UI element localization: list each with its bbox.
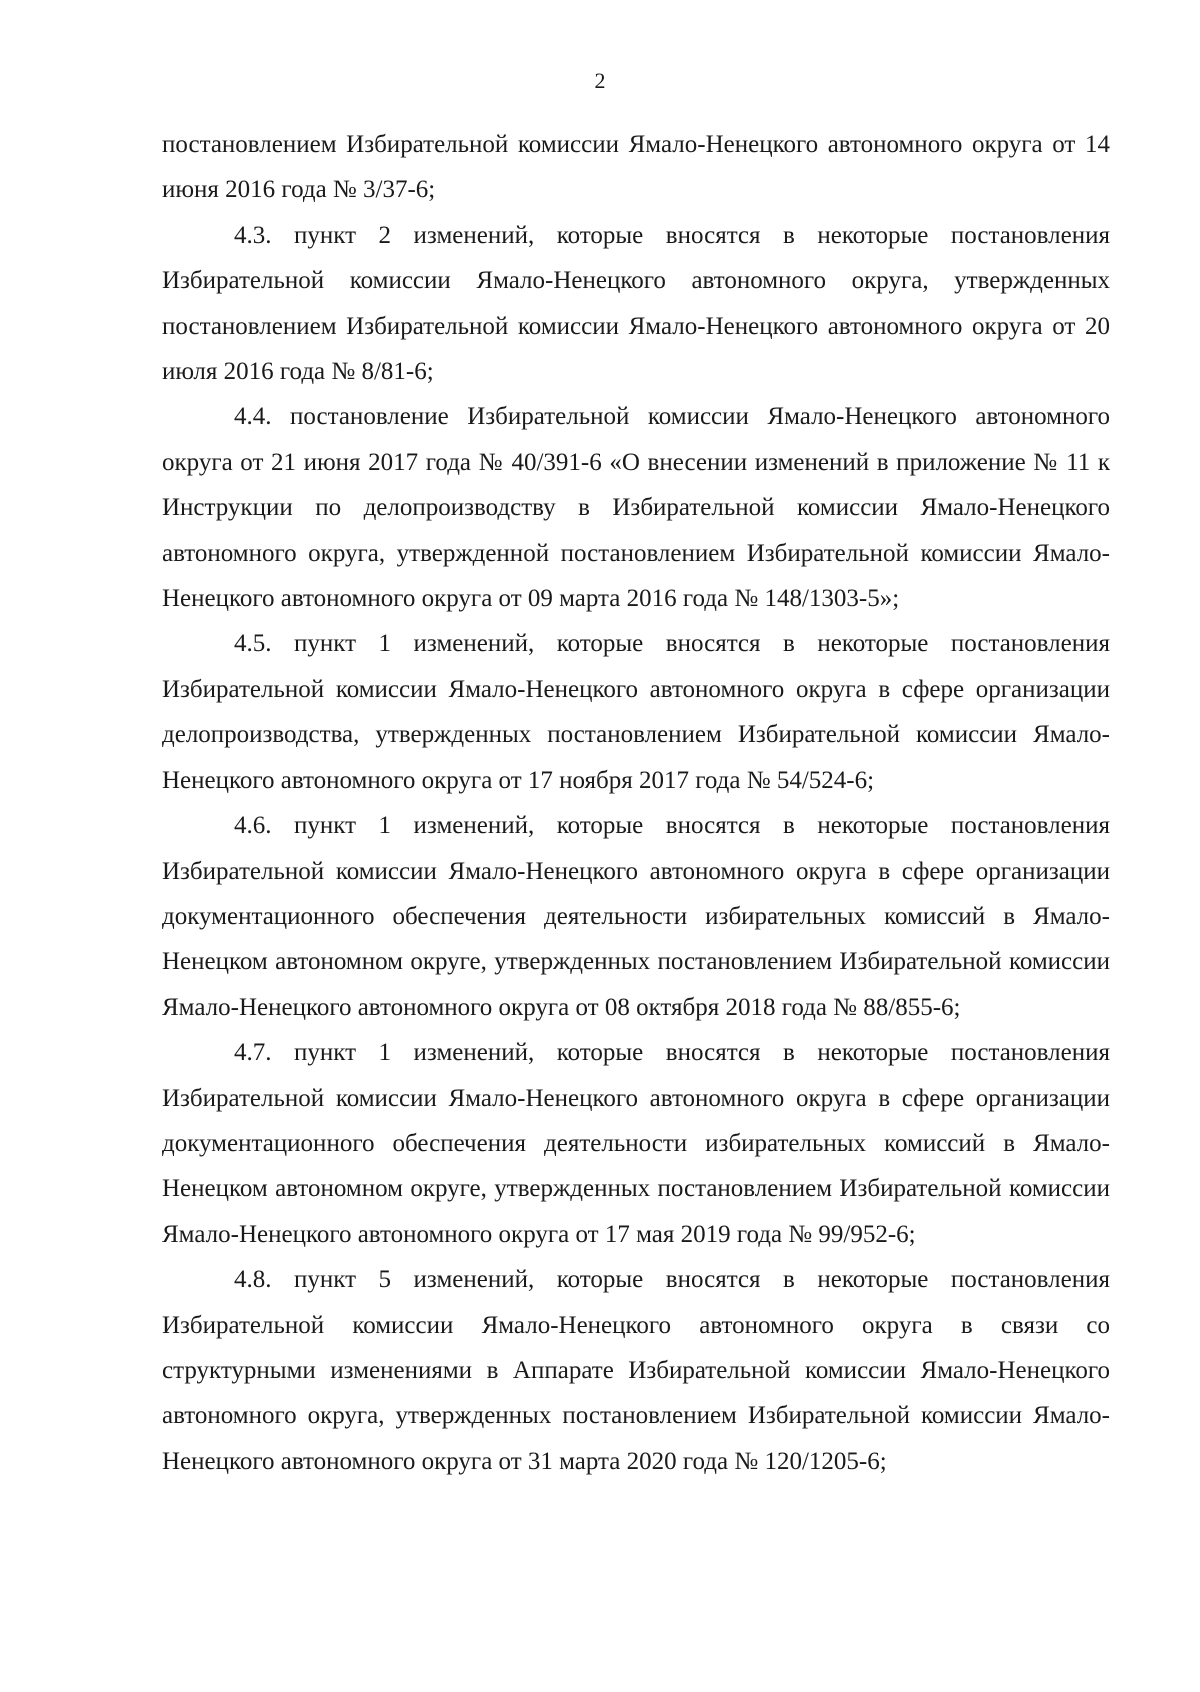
page-number: 2 bbox=[594, 68, 606, 93]
paragraph-4-3: 4.3. пункт 2 изменений, которые вносятся в некоторые постановления Избирательной комиссии Ямало-Ненецкого автономного округа, утвержденных постановлением Избирательной комиссии Ямало-Ненецкого автономного округа от 20 июля 2016 года № 8/81-6; bbox=[162, 221, 1110, 386]
paragraph-4-4: 4.4. постановление Избирательной комиссии Ямало-Ненецкого автономного округа от 21 июня 2017 года № 40/391-6 «О внесении изменений в приложение № 11 к Инструкции по делопроизводству в Избирательной комиссии Ямало-Ненецкого автономного округа, утвержденной постановлением Избирательной комиссии Ямало-Ненецкого автономного округа от 09 марта 2016 года № 148/1303-5»; bbox=[162, 403, 1110, 613]
paragraph-4-5: 4.5. пункт 1 изменений, которые вносятся в некоторые постановления Избирательной комиссии Ямало-Ненецкого автономного округа в сфере организации делопроизводства, утвержденных постановлением Избирательной комиссии Ямало-Ненецкого автономного округа от 17 ноября 2017 года № 54/524-6; bbox=[162, 630, 1110, 794]
paragraph-4-7: 4.7. пункт 1 изменений, которые вносятся в некоторые постановления Избирательной комиссии Ямало-Ненецкого автономного округа в сфере организации документационного обеспечения деятельности избирательных комиссий в Ямало-Ненецком автономном округе, утвержденных постановлением Избирательной комиссии Ямало-Ненецкого автономного округа от 17 мая 2019 года № 99/952-6; bbox=[162, 1039, 1110, 1248]
paragraph-4-6: 4.6. пункт 1 изменений, которые вносятся в некоторые постановления Избирательной комиссии Ямало-Ненецкого автономного округа в сфере организации документационного обеспечения деятельности избирательных комиссий в Ямало-Ненецком автономном округе, утвержденных постановлением Избирательной комиссии Ямало-Ненецкого автономного округа от 08 октября 2018 года № 88/855-6; bbox=[162, 812, 1110, 1021]
paragraph-continuation: постановлением Избирательной комиссии Ямало-Ненецкого автономного округа от 14 июня 2016 года № 3/37-6; bbox=[162, 131, 1110, 204]
paragraph-4-8: 4.8. пункт 5 изменений, которые вносятся в некоторые постановления Избирательной комиссии Ямало-Ненецкого автономного округа в связи со структурными изменениями в Аппарате Избирательной комиссии Ямало-Ненецкого автономного округа, утвержденных постановлением Избирательной комиссии Ямало-Ненецкого автономного округа от 31 марта 2020 года № 120/1205-6; bbox=[162, 1266, 1110, 1475]
document-body bbox=[162, 122, 1110, 1484]
